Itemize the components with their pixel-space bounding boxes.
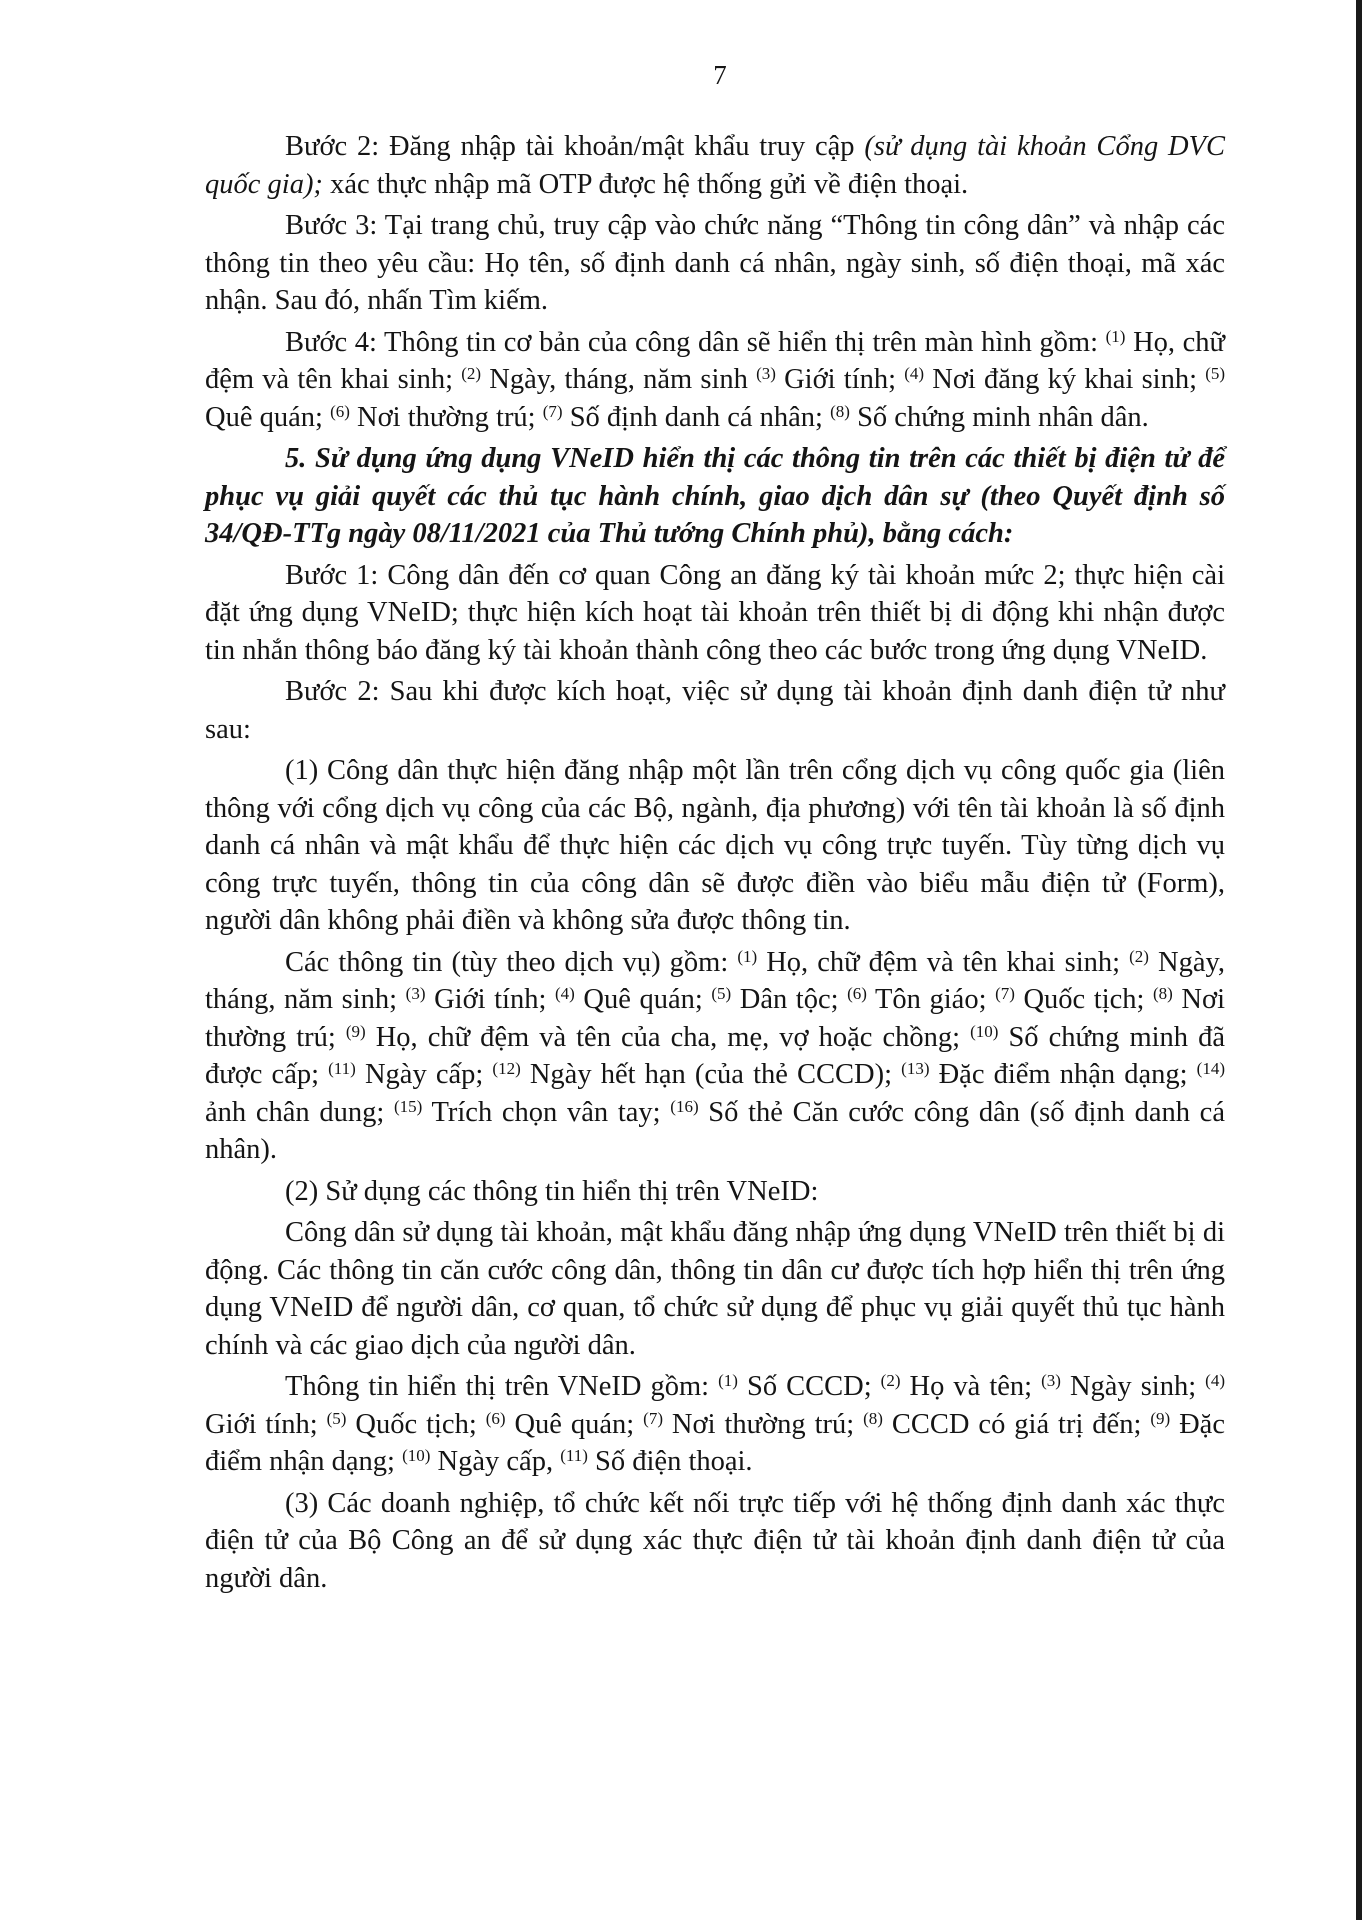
list-item-text: Quốc tịch; xyxy=(346,1408,486,1440)
list-item-number: (3) xyxy=(1041,1371,1061,1390)
paragraph-service-info-list xyxy=(205,944,1225,1169)
list-item-text: Giới tính; xyxy=(205,1408,327,1440)
list-item-text: Họ, chữ đệm và tên khai sinh; xyxy=(205,326,1225,395)
paragraph-step-4-list xyxy=(205,324,1225,437)
paragraph-step-1-vneid: Bước 1: Công dân đến cơ quan Công an đăng ký tài khoản mức 2; thực hiện cài đặt ứng dụng VNeID; thực hiện kích hoạt tài khoản trên thiết bị di động khi nhận được tin nhắn thông báo đăng ký tài khoản thành công theo các bước trong ứng dụng VNeID. xyxy=(205,559,1225,666)
list-item-number: (4) xyxy=(1205,1371,1225,1390)
list-item-text: Ngày cấp; xyxy=(355,1059,493,1090)
list-item-number: (1) xyxy=(718,1371,738,1390)
list-item-text: Giới tính; xyxy=(425,984,555,1015)
text-step-2-italic: (sử dụng tài khoản Cổng DVC quốc gia); xyxy=(205,131,1225,200)
list-item-number: (7) xyxy=(995,984,1015,1003)
list-item-text: Giới tính; xyxy=(775,364,905,395)
list-intro: Các thông tin (tùy theo dịch vụ) gồm: xyxy=(285,946,738,978)
list-intro: Bước 4: Thông tin cơ bản của công dân sẽ hiển thị trên màn hình gồm: xyxy=(285,326,1106,358)
list-item-number: (6) xyxy=(847,984,867,1003)
list-item-number: (8) xyxy=(830,401,850,421)
list-item-number: (11) xyxy=(328,1059,356,1078)
list-item-text: ảnh chân dung; xyxy=(205,1096,394,1128)
list-item-number: (3) xyxy=(756,364,776,383)
list-item-text: Số định danh cá nhân; xyxy=(562,401,831,433)
list-item-number: (10) xyxy=(970,1021,999,1041)
list-item-number: (1) xyxy=(737,946,758,966)
list-item-number: (5) xyxy=(711,984,732,1003)
list-item-number: (6) xyxy=(330,401,350,421)
text-step-2-c: xác thực nhập mã OTP được hệ thống gửi về điện thoại. xyxy=(322,168,969,200)
list-item-number: (11) xyxy=(560,1446,588,1465)
list-item-text: Quốc tịch; xyxy=(1014,984,1154,1015)
list-item-number: (7) xyxy=(542,401,563,421)
list-item-number: (2) xyxy=(1129,946,1149,966)
list-item-number: (1) xyxy=(1105,326,1126,346)
list-item-number: (10) xyxy=(402,1446,431,1465)
list-item-number: (16) xyxy=(670,1096,699,1116)
list-item-text: Quê quán; xyxy=(505,1408,644,1440)
document-body xyxy=(205,128,1225,1601)
list-item-text: Dân tộc; xyxy=(731,984,848,1015)
paragraph-item-2-heading: (2) Sử dụng các thông tin hiển thị trên VNeID: xyxy=(285,1175,819,1207)
page-edge-line xyxy=(1356,0,1362,1920)
list-item-text: Ngày, tháng, năm sinh; xyxy=(205,946,1225,1015)
page-number: 7 xyxy=(713,60,727,90)
list-item-text: Số CCCD; xyxy=(737,1371,881,1402)
list-item-number: (2) xyxy=(461,364,482,383)
list-item-number: (15) xyxy=(393,1096,423,1116)
list-item-text: Nơi đăng ký khai sinh; xyxy=(924,364,1206,395)
list-item-number: (4) xyxy=(904,364,925,383)
paragraph-step-2-login xyxy=(205,128,1225,203)
list-item-number: (2) xyxy=(880,1371,901,1390)
list-item-number: (8) xyxy=(1153,984,1173,1003)
list-item-text: Họ và tên; xyxy=(900,1371,1042,1402)
list-item-text: Số thẻ Căn cước công dân (số định danh cá nhân). xyxy=(205,1096,1225,1165)
list-item-text: Đặc điểm nhận dạng; xyxy=(205,1408,1225,1477)
list-item-number: (14) xyxy=(1196,1059,1225,1078)
list-item-text: Số chứng minh đã được cấp; xyxy=(205,1021,1225,1090)
list-item-number: (13) xyxy=(901,1059,930,1078)
list-item-text: Nơi thường trú; xyxy=(349,401,543,433)
list-item-text: Họ, chữ đệm và tên của cha, mẹ, vợ hoặc chồng; xyxy=(365,1021,971,1053)
paragraph-step-2-activation: Bước 2: Sau khi được kích hoạt, việc sử dụng tài khoản định danh điện tử như sau: xyxy=(205,676,1225,745)
paragraph-item-1-portal: (1) Công dân thực hiện đăng nhập một lần trên cổng dịch vụ công quốc gia (liên thông với cổng dịch vụ công của các Bộ, ngành, địa phương) với tên tài khoản là số định danh cá nhân và mật khẩu để thực hiện các dịch vụ công trực tuyến. Tùy từng dịch vụ công trực tuyến, thông tin của công dân sẽ được điền vào biểu mẫu điện tử (Form), người dân không phải điền và không sửa được thông tin. xyxy=(205,755,1225,936)
list-item-text: Quê quán; xyxy=(574,984,712,1015)
list-item-text: Số điện thoại. xyxy=(587,1446,753,1477)
list-item-number: (7) xyxy=(643,1408,663,1428)
list-item-text: Ngày cấp, xyxy=(430,1446,561,1477)
list-item-number: (12) xyxy=(492,1059,521,1078)
list-item-number: (3) xyxy=(405,984,426,1003)
list-item-text: Quê quán; xyxy=(205,401,331,433)
list-item-text: Trích chọn vân tay; xyxy=(422,1096,671,1128)
section-heading-5: 5. Sử dụng ứng dụng VNeID hiển thị các thông tin trên các thiết bị điện tử để phục vụ giải quyết các thủ tục hành chính, giao dịch dân sự (theo Quyết định số 34/QĐ-TTg ngày 08/11/2021 của Thủ tướng Chính phủ), bằng cách: xyxy=(205,443,1225,549)
list-item-text: Nơi thường trú; xyxy=(662,1408,864,1440)
text-step-2-a: Bước 2: Đăng nhập tài khoản/mật khẩu truy cập xyxy=(285,131,865,162)
list-item-text: CCCD có giá trị đến; xyxy=(882,1408,1151,1440)
list-item-text: Ngày, tháng, năm sinh xyxy=(481,364,757,395)
list-item-number: (4) xyxy=(554,984,575,1003)
list-item-text: Nơi thường trú; xyxy=(205,984,1225,1053)
list-item-number: (8) xyxy=(863,1408,883,1428)
paragraph-vneid-usage: Công dân sử dụng tài khoản, mật khẩu đăng nhập ứng dụng VNeID trên thiết bị di động. Các thông tin căn cước công dân, thông tin dân cư được tích hợp hiển thị trên ứng dụng VNeID để người dân, cơ quan, tổ chức sử dụng để phục vụ giải quyết thủ tục hành chính và các giao dịch của người dân. xyxy=(205,1217,1225,1361)
list-item-text: Đặc điểm nhận dạng; xyxy=(929,1059,1197,1090)
paragraph-item-3-enterprises: (3) Các doanh nghiệp, tổ chức kết nối trực tiếp với hệ thống định danh xác thực điện tử của Bộ Công an để sử dụng xác thực điện tử tài khoản định danh điện tử của người dân. xyxy=(205,1487,1225,1594)
list-intro: Thông tin hiển thị trên VNeID gồm: xyxy=(285,1371,719,1402)
list-item-text: Tôn giáo; xyxy=(866,984,996,1015)
paragraph-vneid-info-list xyxy=(205,1368,1225,1481)
list-item-text: Ngày sinh; xyxy=(1060,1371,1206,1402)
list-item-number: (5) xyxy=(326,1408,347,1428)
list-item-text: Ngày hết hạn (của thẻ CCCD); xyxy=(520,1059,902,1090)
list-item-number: (5) xyxy=(1205,364,1226,383)
paragraph-step-3: Bước 3: Tại trang chủ, truy cập vào chức năng “Thông tin công dân” và nhập các thông tin theo yêu cầu: Họ tên, số định danh cá nhân, ngày sinh, số điện thoại, mã xác nhận. Sau đó, nhấn Tìm kiếm. xyxy=(205,210,1225,316)
list-item-text: Họ, chữ đệm và tên khai sinh; xyxy=(757,946,1130,978)
list-item-text: Số chứng minh nhân dân. xyxy=(849,401,1149,433)
list-item-number: (9) xyxy=(345,1021,366,1041)
list-item-number: (9) xyxy=(1150,1408,1171,1428)
list-item-number: (6) xyxy=(485,1408,506,1428)
